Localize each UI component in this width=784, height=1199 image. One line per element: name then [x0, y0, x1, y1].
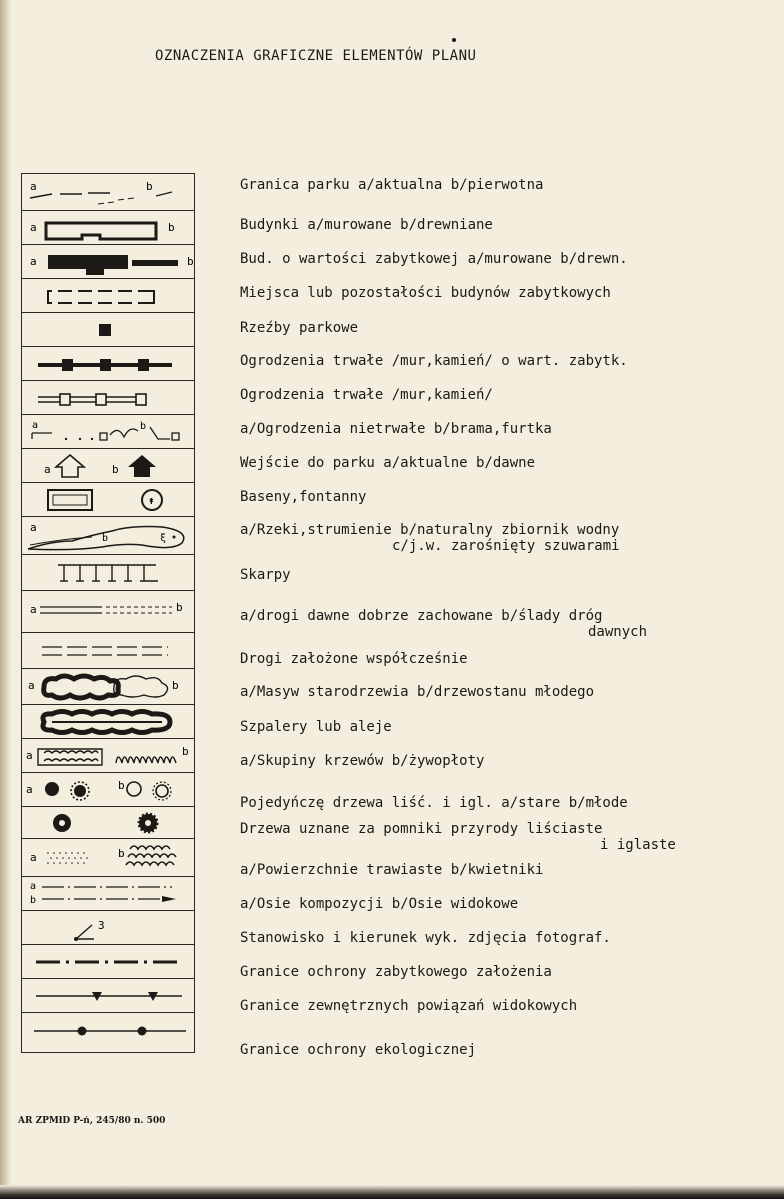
- legend-description: Granice ochrony zabytkowego założenia: [240, 964, 552, 980]
- legend-description: a/Powierzchnie trawiaste b/kwietniki: [240, 862, 544, 878]
- legend-row: [22, 380, 194, 414]
- legend-description: Ogrodzenia trwałe /mur,kamień/: [240, 387, 493, 403]
- svg-text:a: a: [30, 221, 37, 234]
- permanent-fence-symbol: [22, 381, 194, 415]
- svg-text:a: a: [30, 521, 37, 534]
- svg-text:b: b: [182, 745, 189, 758]
- legend-row: [22, 590, 194, 632]
- building-remains-symbol: [22, 279, 194, 313]
- legend-row: [22, 174, 194, 210]
- legend-description: Rzeźby parkowe: [240, 320, 359, 336]
- photo-position-symbol: [22, 911, 194, 945]
- legend-row: [22, 806, 194, 838]
- visual-links-boundary-symbol: [22, 979, 194, 1013]
- shrub-hedge-symbol: [22, 739, 194, 773]
- legend-row: [22, 944, 194, 978]
- legend-description: a/Osie kompozycji b/Osie widokowe: [240, 896, 519, 912]
- svg-text:a: a: [32, 420, 39, 431]
- svg-text:b: b: [168, 221, 175, 234]
- legend-row: [22, 738, 194, 772]
- legend-row: [22, 910, 194, 944]
- legend-row: [22, 838, 194, 876]
- escarpment-symbol: [22, 555, 194, 591]
- legend-description: Baseny,fontanny: [240, 489, 367, 505]
- lawn-flowerbed-symbol: [22, 839, 194, 877]
- historic-protection-boundary-symbol: [22, 945, 194, 979]
- natural-monument-tree-symbol: [22, 807, 194, 839]
- symbol-label-a: a: [30, 180, 37, 193]
- legend-description: Stanowisko i kierunek wyk. zdjęcia fotograf.: [240, 930, 611, 946]
- symbol-label-b: b: [146, 180, 153, 193]
- legend-description: Granice ochrony ekologicznej: [240, 1042, 477, 1058]
- legend-row: [22, 448, 194, 482]
- legend-row: [22, 704, 194, 738]
- sculpture-symbol: [22, 313, 194, 347]
- legend-description: Budynki a/murowane b/drewniane: [240, 217, 493, 233]
- legend-row: [22, 210, 194, 244]
- accent-dot: [452, 38, 456, 42]
- svg-text:a: a: [30, 255, 37, 268]
- legend-description: a/Skupiny krzewów b/żywopłoty: [240, 753, 485, 769]
- legend-row: [22, 1012, 194, 1052]
- legend-row: [22, 668, 194, 704]
- svg-text:a: a: [28, 679, 35, 692]
- svg-text:a: a: [26, 783, 33, 796]
- legend-description: a/Ogrodzenia nietrwałe b/brama,furtka: [240, 421, 552, 437]
- svg-text:b: b: [30, 895, 37, 906]
- allee-symbol: [22, 705, 194, 739]
- legend-row: [22, 244, 194, 278]
- legend-row: [22, 414, 194, 448]
- legend-description: Szpalery lub aleje: [240, 719, 392, 735]
- svg-text:b: b: [176, 601, 183, 614]
- historic-building-symbol: [22, 245, 194, 279]
- svg-text:a: a: [30, 603, 37, 616]
- legend-description: Wejście do parku a/aktualne b/dawne: [240, 455, 536, 471]
- svg-text:a: a: [26, 749, 33, 762]
- legend-row: [22, 554, 194, 590]
- legend-row: [22, 516, 194, 554]
- page-binding-edge: [0, 0, 12, 1199]
- page-title: OZNACZENIA GRAFICZNE ELEMENTÓW PLANU: [155, 48, 477, 64]
- svg-text:b: b: [187, 255, 194, 268]
- park-boundary-symbol: [22, 174, 194, 210]
- legend-description: Ogrodzenia trwałe /mur,kamień/ o wart. zabytk.: [240, 353, 628, 369]
- svg-text:b: b: [140, 421, 147, 432]
- legend-row: [22, 632, 194, 668]
- temporary-fence-symbol: [22, 415, 194, 449]
- legend-row: [22, 312, 194, 346]
- modern-road-symbol: [22, 633, 194, 669]
- single-tree-symbol: [22, 773, 194, 807]
- legend-row: [22, 278, 194, 312]
- svg-text:b: b: [112, 463, 119, 476]
- svg-text:b: b: [118, 847, 125, 860]
- svg-text:b: b: [172, 679, 179, 692]
- legend-description: a/Masyw starodrzewia b/drzewostanu młodego: [240, 684, 595, 700]
- page-bottom-edge: [0, 1185, 784, 1199]
- legend-description: Drogi założone współcześnie: [240, 651, 468, 667]
- legend-row: [22, 346, 194, 380]
- legend-description: Bud. o wartości zabytkowej a/murowane b/drewn.: [240, 251, 628, 267]
- svg-text:3: 3: [98, 919, 105, 932]
- old-road-symbol: [22, 591, 194, 633]
- historic-fence-symbol: [22, 347, 194, 381]
- legend-row: [22, 978, 194, 1012]
- entrance-symbol: [22, 449, 194, 483]
- svg-text:b: b: [118, 779, 125, 792]
- legend-description: a/Rzeki,strumienie b/naturalny zbiornik wodny c/j.w. zarośnięty szuwarami: [240, 522, 620, 554]
- legend-description: Granica parku a/aktualna b/pierwotna: [240, 177, 544, 193]
- composition-axis-symbol: [22, 877, 194, 911]
- legend-description: Drzewa uznane za pomniki przyrody liściaste i iglaste: [240, 821, 676, 853]
- ecological-protection-boundary-symbol: [22, 1013, 194, 1053]
- building-outline-symbol: [22, 211, 194, 245]
- document-reference-footer: AR ZPMłD P-ń, 245/80 n. 500: [18, 1116, 166, 1126]
- svg-text:b: b: [102, 533, 109, 544]
- svg-text:↟: ↟: [148, 494, 155, 507]
- legend-row: [22, 482, 194, 516]
- legend-description: Pojedyńczę drzewa liść. i igl. a/stare b/młode: [240, 795, 628, 811]
- svg-text:ξ: ξ: [160, 533, 167, 544]
- svg-text:a: a: [30, 851, 37, 864]
- pool-fountain-symbol: [22, 483, 194, 517]
- legend-row: [22, 772, 194, 806]
- legend-description: a/drogi dawne dobrze zachowane b/ślady dróg dawnych: [240, 608, 648, 640]
- legend-symbol-table: [21, 173, 195, 1053]
- svg-text:a: a: [30, 881, 37, 892]
- legend-description: Granice zewnętrznych powiązań widokowych: [240, 998, 578, 1014]
- legend-row: [22, 876, 194, 910]
- legend-description: Miejsca lub pozostałości budynów zabytkowych: [240, 285, 611, 301]
- legend-description: Skarpy: [240, 567, 291, 583]
- svg-text:a: a: [44, 463, 51, 476]
- old-tree-stand-symbol: [22, 669, 194, 705]
- river-stream-symbol: [22, 517, 194, 555]
